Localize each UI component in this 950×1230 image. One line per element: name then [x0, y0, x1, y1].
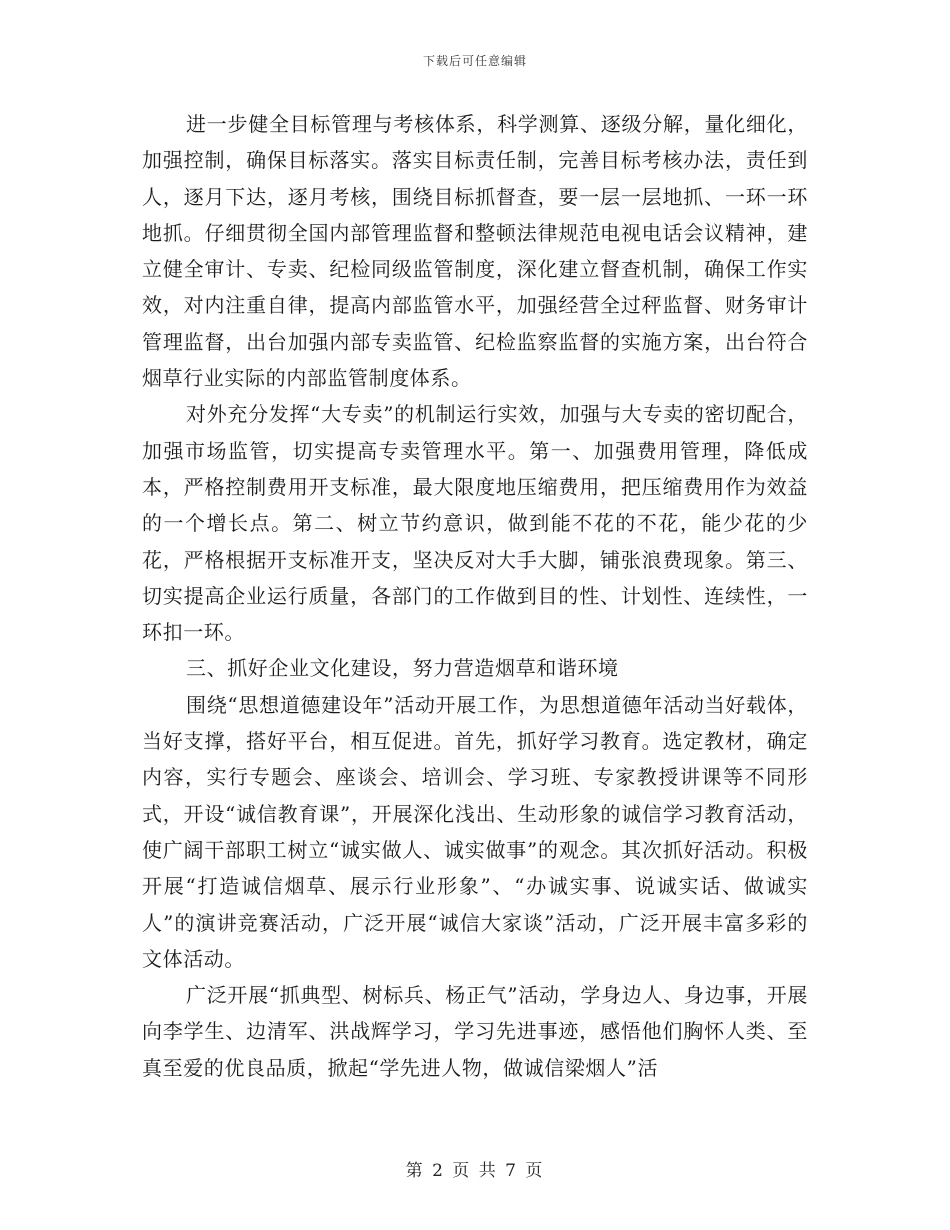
paragraph-external-monopoly: 对外充分发挥“大专卖”的机制运行实效，加强与大专卖的密切配合，加强市场监管，切实提高专卖管理水平。第一、加强费用管理，降低成本，严格控制费用开支标准，最大限度地压缩费用，把压缩费用作为效益的一个增长点。第二、树立节约意识，做到能不花的不花，能少花的少花，严格根据开支标准开支，坚决反对大手大脚，铺张浪费现象。第三、切实提高企业运行质量，各部门的工作做到目的性、计划性、连续性，一环扣一环。 — [142, 402, 808, 645]
page-footer: 第 2 页 共 7 页 — [405, 1161, 545, 1181]
paragraph-target-management: 进一步健全目标管理与考核体系，科学测算、逐级分解，量化细化，加强控制，确保目标落实。落实目标责任制，完善目标考核办法，责任到人，逐月下达，逐月考核，围绕目标抓督查，要一层一层地抓、一环一环地抓。仔细贯彻全国内部管理监督和整顿法律规范电视电话会议精神，建立健全审计、专卖、纪检同级监管制度，深化建立督查机制，确保工作实效，对内注重自律，提高内部监管水平，加强经营全过秤监督、财务审计管理监督，出台加强内部专卖监管、纪检监察监督的实施方案，出台符合烟草行业实际的内部监管制度体系。 — [142, 112, 808, 391]
page-header: 下载后可任意编辑 — [422, 54, 527, 68]
paragraph-moral-construction: 围绕“思想道德建设年”活动开展工作，为思想道德年活动当好载体，当好支撑，搭好平台，相互促进。首先，抓好学习教育。选定教材，确定内容，实行专题会、座谈会、培训会、学习班、专家教授讲课等不同形式，开设“诚信教育课”，开展深化浅出、生动形象的诚信学习教育活动，使广阔干部职工树立“诚实做人、诚实做事”的观念。其次抓好活动。积极开展“打造诚信烟草、展示行业形象”、“办诚实事、说诚实话、做诚实人”的演讲竞赛活动，广泛开展“诚信大家谈”活动，广泛开展丰富多彩的文体活动。 — [142, 692, 808, 971]
paragraph-role-models: 广泛开展“抓典型、树标兵、杨正气”活动，学身边人、身边事，开展向李学生、边清军、洪战辉学习，学习先进事迹，感悟他们胸怀人类、至真至爱的优良品质，掀起“学先进人物，做诚信梁烟人”活 — [142, 983, 808, 1080]
section-heading-culture: 三、抓好企业文化建设，努力营造烟草和谐环境 — [186, 656, 619, 681]
document-body — [142, 106, 808, 1086]
